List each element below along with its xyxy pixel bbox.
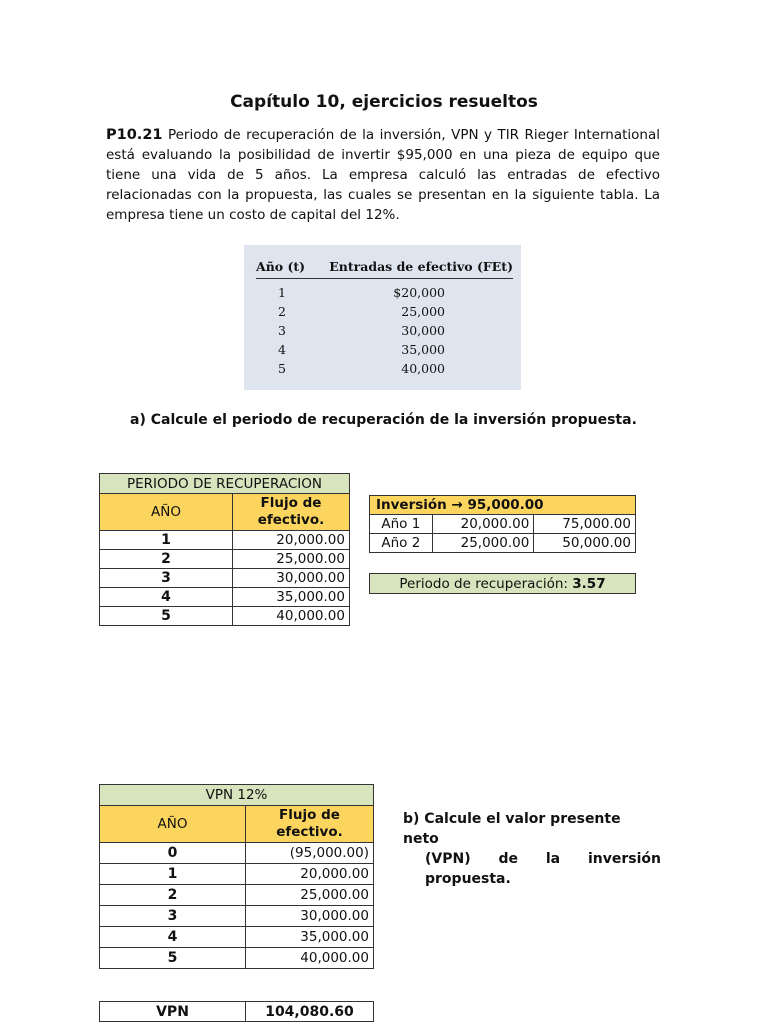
payback-result-label: Periodo de recuperación: (399, 575, 573, 592)
flow-cell: 40,000.00 (233, 607, 350, 626)
vpn-result-label: VPN (100, 1002, 246, 1022)
flow-cell: 35,000.00 (246, 927, 374, 948)
flow-cell: 40,000.00 (246, 948, 374, 969)
table-row (370, 534, 636, 553)
flow-cell: 25,000.00 (432, 534, 534, 553)
cash-inflows-table-image (244, 245, 521, 390)
payback-table (99, 473, 350, 626)
inflows-column-header: Entradas de efectivo (FEt) (329, 259, 513, 274)
year-cell: 2 (100, 550, 233, 569)
flow-cell: 20,000.00 (246, 864, 374, 885)
cash-cell: 30,000 (401, 323, 445, 338)
year-cell: 0 (100, 843, 246, 864)
problem-statement (106, 125, 660, 225)
year-cell: 1 (278, 285, 286, 300)
flow-cell: 20,000.00 (233, 531, 350, 550)
table-row (256, 304, 513, 323)
year-label-cell: Año 1 (370, 515, 433, 534)
question-a: a) Calcule el periodo de recuperación de la inversión propuesta. (130, 412, 637, 428)
year-header: AÑO (100, 494, 233, 531)
investment-header: Inversión → 95,000.00 (370, 496, 636, 515)
table-row (256, 361, 513, 380)
payback-result-box (369, 573, 636, 594)
year-cell: 3 (278, 323, 286, 338)
table-row (370, 515, 636, 534)
table-row (256, 342, 513, 361)
remaining-cell: 75,000.00 (534, 515, 636, 534)
flow-header: Flujo de efectivo. (233, 494, 350, 531)
table-row (100, 864, 374, 885)
year-cell: 2 (100, 885, 246, 906)
table-row (100, 885, 374, 906)
cash-cell: 40,000 (401, 361, 445, 376)
year-cell: 4 (100, 927, 246, 948)
table-row (100, 607, 350, 626)
table-row (100, 531, 350, 550)
year-label-cell: Año 2 (370, 534, 433, 553)
table-row (100, 569, 350, 588)
investment-table (369, 495, 636, 553)
year-cell: 4 (278, 342, 286, 357)
flow-header: Flujo de efectivo. (246, 806, 374, 843)
flow-cell: 35,000.00 (233, 588, 350, 607)
flow-cell: 30,000.00 (233, 569, 350, 588)
cash-cell: 25,000 (401, 304, 445, 319)
problem-text: Periodo de recuperación de la inversión, VPN y TIR Rieger International está evaluando la posibilidad de invertir $95,000 en una pieza de equipo que tiene una vida de 5 años. La empresa calculó las entradas de efectivo relacionadas con la propuesta, las cuales se presentan en la siguiente tabla. La empresa tiene un costo de capital del 12%. (106, 127, 660, 223)
cash-cell: $20,000 (393, 285, 445, 300)
table-row (256, 285, 513, 304)
flow-cell: (95,000.00) (246, 843, 374, 864)
vpn-result-value: 104,080.60 (246, 1002, 374, 1022)
year-cell: 3 (100, 569, 233, 588)
flow-cell: 20,000.00 (432, 515, 534, 534)
table-row (100, 927, 374, 948)
table-row (100, 588, 350, 607)
year-column-header: Año (t) (256, 259, 306, 274)
table-row (100, 948, 374, 969)
flow-cell: 25,000.00 (246, 885, 374, 906)
vpn-table (99, 784, 374, 969)
flow-cell: 25,000.00 (233, 550, 350, 569)
question-b-line2: (VPN) de la inversión (425, 851, 661, 867)
table-row (100, 843, 374, 864)
year-cell: 5 (278, 361, 286, 376)
vpn-table-title: VPN 12% (100, 785, 374, 806)
year-cell: 2 (278, 304, 286, 319)
payback-table-title: PERIODO DE RECUPERACION (100, 474, 350, 494)
question-b-line1: b) Calcule el valor presente neto (403, 811, 621, 847)
table-row (100, 550, 350, 569)
table-row (256, 323, 513, 342)
payback-result-cell (370, 574, 636, 594)
year-header: AÑO (100, 806, 246, 843)
cash-cell: 35,000 (401, 342, 445, 357)
question-b-line3: propuesta. (425, 871, 511, 887)
table-row (100, 906, 374, 927)
year-cell: 3 (100, 906, 246, 927)
vpn-result-table (99, 1001, 374, 1022)
year-cell: 1 (100, 864, 246, 885)
problem-label: P10.21 (106, 127, 163, 143)
year-cell: 1 (100, 531, 233, 550)
payback-result-value: 3.57 (572, 575, 606, 592)
question-b (403, 809, 661, 889)
remaining-cell: 50,000.00 (534, 534, 636, 553)
header-rule (256, 278, 513, 279)
year-cell: 5 (100, 948, 246, 969)
year-cell: 5 (100, 607, 233, 626)
flow-cell: 30,000.00 (246, 906, 374, 927)
page-title: Capítulo 10, ejercicios resueltos (230, 92, 538, 112)
year-cell: 4 (100, 588, 233, 607)
